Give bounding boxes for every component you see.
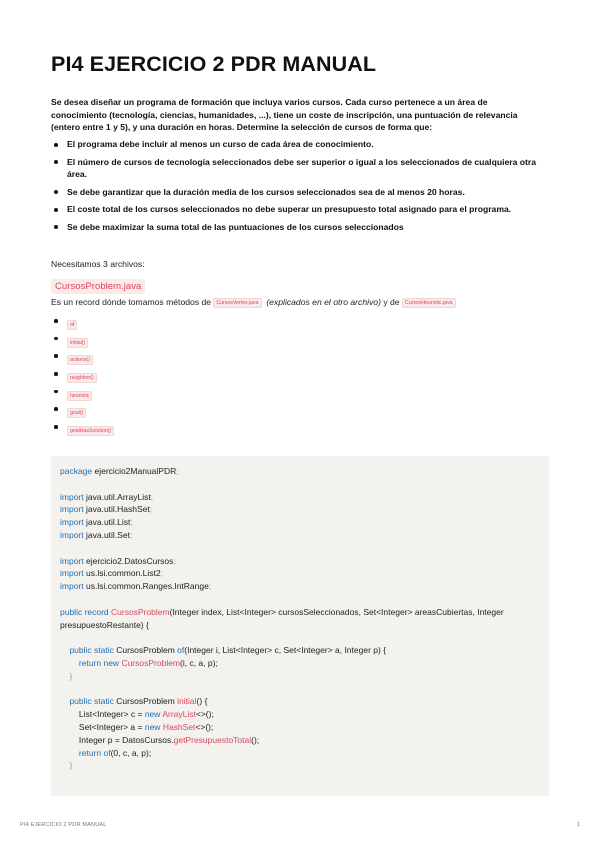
code-line-blank: [60, 631, 540, 644]
method-chip: initial(): [67, 338, 88, 348]
method-chip: goal(): [67, 408, 86, 418]
code-line: import java.util.List;: [60, 517, 133, 528]
list-item: El programa debe incluir al menos un curso de cada área de conocimiento.: [51, 138, 549, 151]
code-line-blank: [60, 478, 540, 491]
code-line: import us.lsi.common.List2;: [60, 568, 163, 579]
page-title: PI4 EJERCICIO 2 PDR MANUAL: [51, 52, 377, 76]
list-item: [51, 402, 114, 420]
code-line: import ejercicio2.DatosCursos;: [60, 555, 176, 566]
list-item: Se debe garantizar que la duración media de los cursos seleccionados sea de al menos 20 horas.: [51, 186, 549, 199]
code-line-blank: [60, 593, 540, 606]
code-line: package ejercicio2ManualPDR;: [60, 466, 179, 476]
code-line: }: [69, 670, 73, 681]
list-item: Se debe maximizar la suma total de las puntuaciones de los cursos seleccionados: [51, 221, 549, 234]
list-item: El coste total de los cursos seleccionados no debe superar un presupuesto total asignado para el programa.: [51, 203, 549, 216]
code-line-blank: [60, 542, 540, 555]
code-line: List<Integer> c = new ArrayList<>();: [78, 709, 214, 720]
footer-title: PI4 EJERCICIO 2 PDR MANUAL: [20, 822, 107, 828]
code-line: import java.util.ArrayList;: [60, 491, 154, 502]
list-item: [51, 349, 114, 367]
code-line: import java.util.Set;: [60, 529, 133, 540]
code-line: import java.util.HashSet;: [60, 504, 153, 515]
list-item: [51, 385, 114, 403]
code-chip-vertex: CursosVertex.java: [213, 298, 261, 308]
list-item: [51, 332, 114, 350]
list-item: [51, 420, 114, 438]
code-line: return of(0, c, a, p);: [78, 747, 152, 758]
code-line: public record CursosProblem(Integer index, List<Integer> cursosSeleccionados, Set<Integer> areasCubiertas, Integer presupuestoRestante) {: [60, 606, 507, 630]
code-line: Integer p = DatosCursos.getPresupuestoTotal();: [78, 734, 260, 745]
code-block: [51, 456, 549, 796]
method-chip: goalHasSolution(): [67, 426, 114, 436]
file-description: [51, 297, 456, 308]
code-line: return new CursosProblem(i, c, a, p);: [78, 657, 218, 668]
description-prefix: Es un record dónde tomamos métodos de: [51, 297, 212, 307]
page-number: 1: [577, 822, 581, 828]
code-line: public static CursosProblem initial() {: [69, 696, 208, 707]
requirements-list: [51, 138, 549, 239]
files-needed-text: Necesitamos 3 archivos:: [51, 259, 145, 269]
list-item: [51, 314, 114, 332]
code-line: }: [69, 760, 73, 771]
method-chip: neighbor(): [67, 373, 97, 383]
file-name-heading: CursosProblem.java: [51, 279, 145, 294]
intro-paragraph: Se desea diseñar un programa de formación que incluya varios cursos. Cada curso pertenece a un área de conocimiento (tecnología, ciencias, humanidades, ...), tiene un coste de inscripción, una puntuación de relevancia (entero entre 1 y 5), y una duración en horas. Determine la selección de cursos de forma que:: [51, 97, 518, 133]
description-middle: y de: [383, 297, 400, 307]
method-chip: heuristic: [67, 391, 92, 401]
code-chip-heuristic: CursosHeuristic.java: [402, 298, 456, 308]
code-line-blank: [60, 683, 540, 696]
method-chip: actions(): [67, 355, 93, 365]
code-line: Set<Integer> a = new HashSet<>();: [78, 721, 214, 732]
description-italic: (explicados en el otro archivo): [266, 297, 381, 307]
methods-list: [51, 314, 114, 438]
code-line: import us.lsi.common.Ranges.IntRange;: [60, 581, 212, 592]
list-item: [51, 367, 114, 385]
list-item: El número de cursos de tecnología seleccionados debe ser superior o igual a los seleccionados de cualquiera otra área.: [51, 156, 549, 181]
method-chip: of: [67, 320, 77, 330]
code-line: public static CursosProblem of(Integer i, List<Integer> c, Set<Integer> a, Integer p) {: [69, 645, 387, 656]
